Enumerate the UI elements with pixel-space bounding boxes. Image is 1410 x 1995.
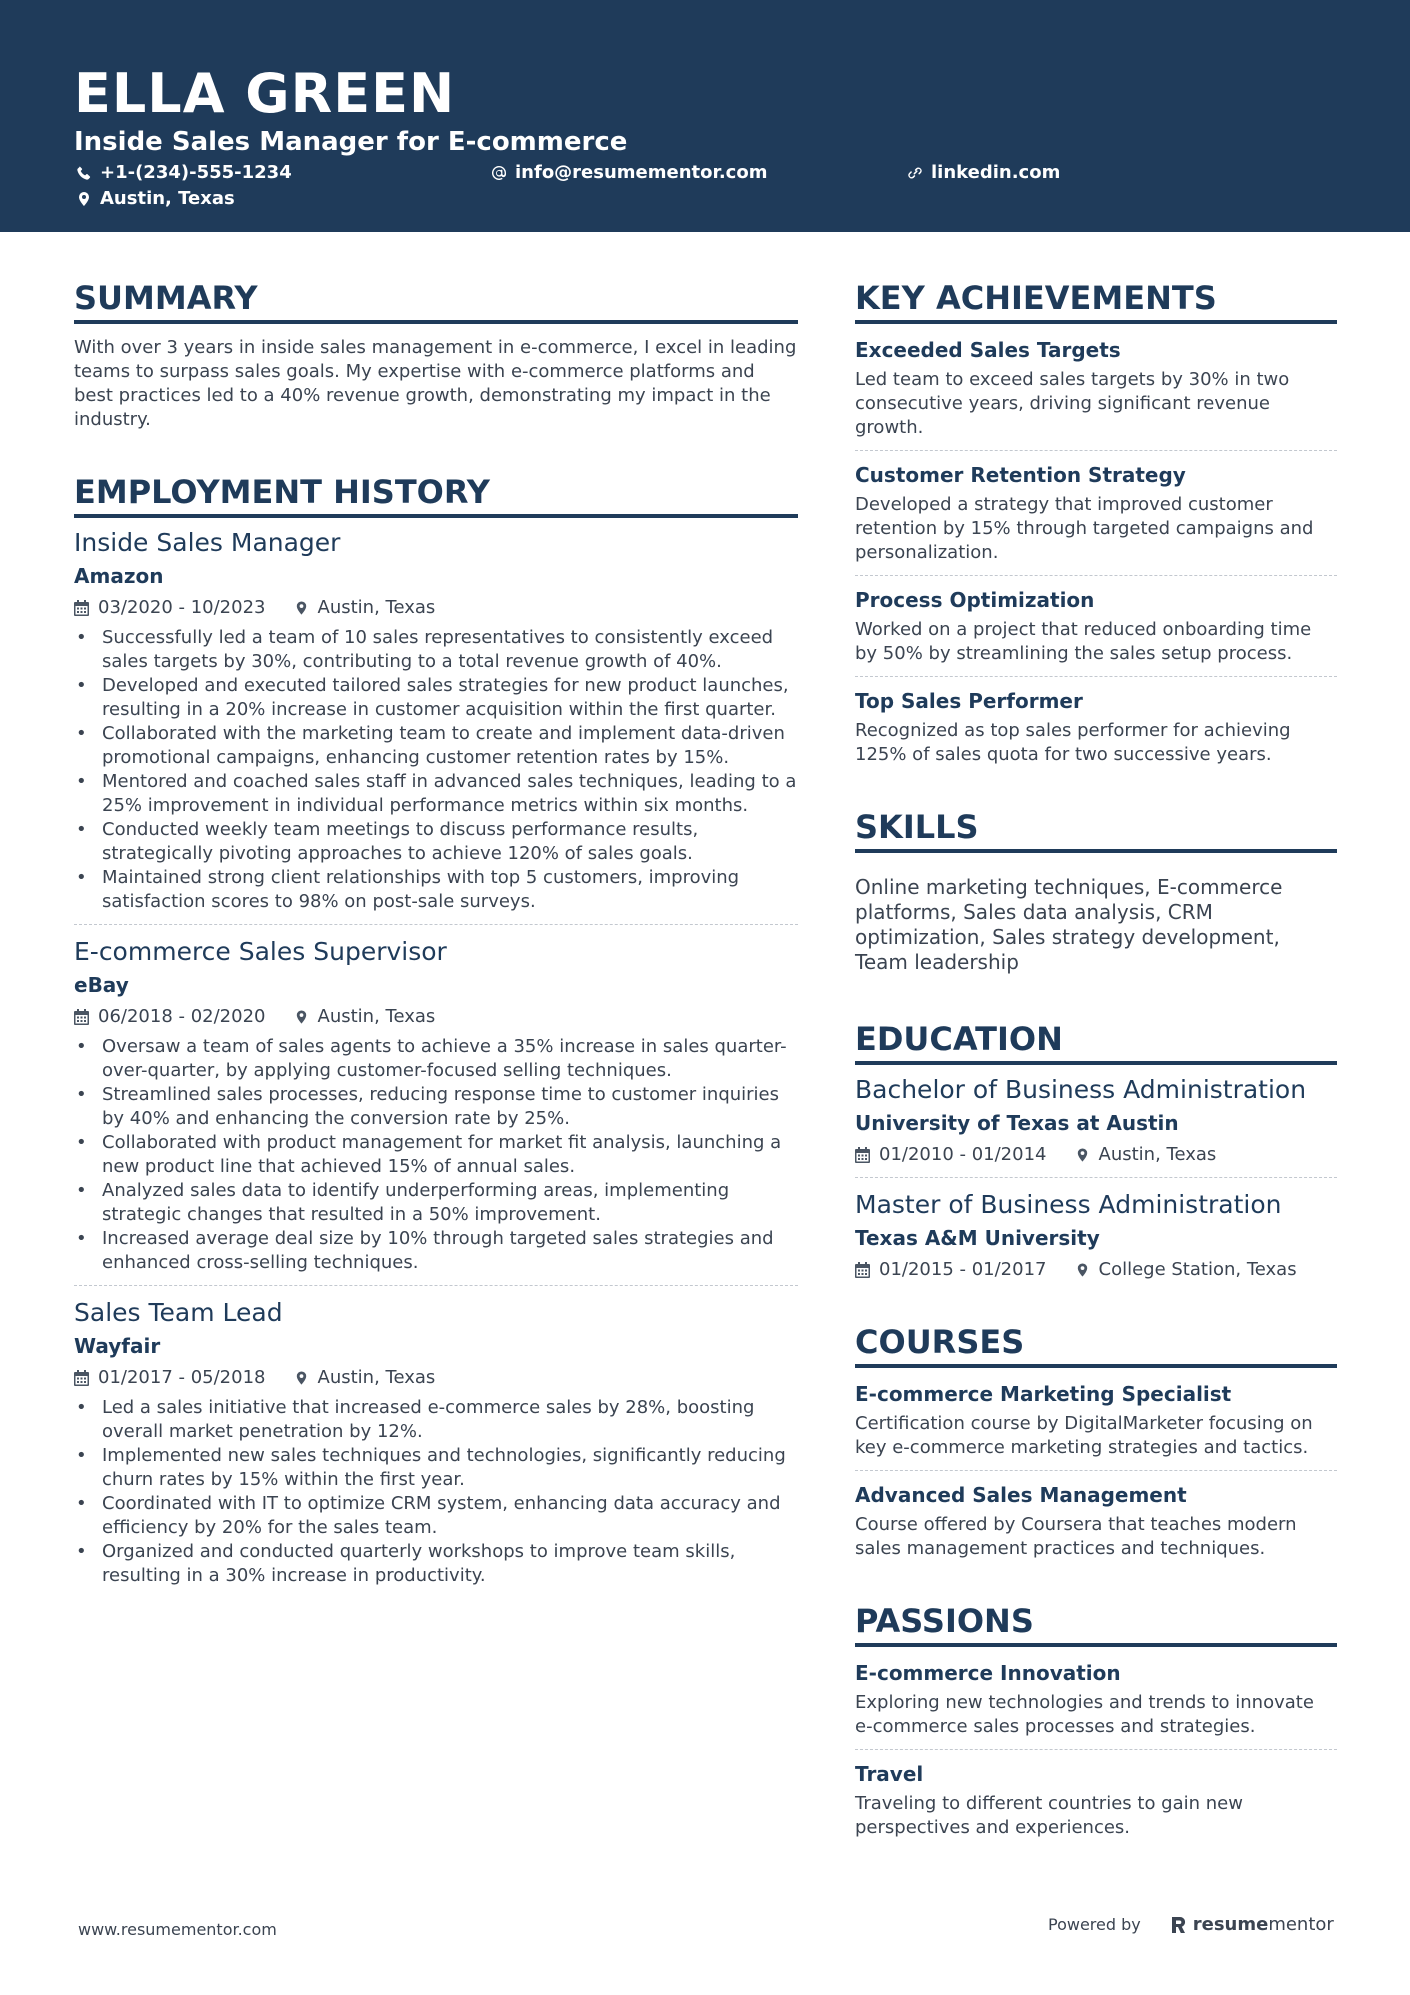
education-item xyxy=(855,1188,1337,1282)
divider xyxy=(855,575,1337,576)
education-item xyxy=(855,1073,1337,1167)
bullet-item: • Increased average deal size by 10% through targeted sales strategies and enhanced cross-selling techniques. xyxy=(74,1227,798,1275)
education-dates: 01/2015 - 01/2017 xyxy=(879,1259,1047,1280)
job-dates: 06/2018 - 02/2020 xyxy=(98,1006,266,1027)
brand-name-bold: resume xyxy=(1192,1914,1269,1935)
job-dates: 01/2017 - 05/2018 xyxy=(98,1367,266,1388)
location-pin-icon xyxy=(294,600,309,616)
achievement-text: Developed a strategy that improved customer retention by 15% through targeted campaigns and personalization. xyxy=(855,494,1314,563)
achievements-section xyxy=(855,278,1337,767)
achievement-item xyxy=(855,461,1337,565)
course-text: Course offered by Coursera that teaches modern sales management practices and techniques. xyxy=(855,1514,1297,1559)
job-entry xyxy=(74,935,798,1275)
education-meta xyxy=(855,1143,1337,1167)
divider xyxy=(855,450,1337,451)
summary-heading: SUMMARY xyxy=(74,278,798,324)
calendar-icon xyxy=(74,600,89,616)
education-degree: Bachelor of Business Administration xyxy=(855,1075,1307,1104)
job-title: Sales Team Lead xyxy=(74,1298,283,1327)
education-meta xyxy=(855,1258,1337,1282)
bullet-item: • Organized and conducted quarterly workshops to improve team skills, resulting in a 30% increase in productivity. xyxy=(74,1540,798,1588)
contact-location xyxy=(76,187,235,211)
passion-title: Travel xyxy=(855,1762,924,1786)
achievement-item xyxy=(855,687,1337,767)
bullet-item: • Oversaw a team of sales agents to achieve a 35% increase in sales quarter-over-quarter, by applying customer-focused selling techniques. xyxy=(74,1035,798,1083)
divider xyxy=(855,1470,1337,1471)
education-location: College Station, Texas xyxy=(1098,1259,1297,1280)
skills-text: Online marketing techniques, E-commerce platforms, Sales data analysis, CRM optimization, Sales strategy development, Team leadership xyxy=(855,875,1283,974)
job-location: Austin, Texas xyxy=(317,1006,436,1027)
job-entry xyxy=(74,1296,798,1588)
email-text[interactable]: info@resumementor.com xyxy=(515,162,768,183)
contact-email[interactable] xyxy=(491,161,767,185)
achievement-item xyxy=(855,336,1337,440)
bullet-item: • Analyzed sales data to identify underperforming areas, implementing strategic changes that resulted in a 50% improvement. xyxy=(74,1179,798,1227)
footer-powered-by xyxy=(1048,1914,1334,1936)
bullet-item: • Streamlined sales processes, reducing response time to customer inquiries by 40% and enhancing the conversion rate by 25%. xyxy=(74,1083,798,1131)
brand-name-light: mentor xyxy=(1268,1914,1334,1935)
contact-linkedin[interactable] xyxy=(907,161,1060,185)
bullet-item: • Coordinated with IT to optimize CRM system, enhancing data accuracy and efficiency by 20% for the sales team. xyxy=(74,1492,798,1540)
job-bullets xyxy=(74,1396,798,1588)
course-title: Advanced Sales Management xyxy=(855,1483,1187,1507)
job-location: Austin, Texas xyxy=(317,597,436,618)
job-bullets xyxy=(74,1035,798,1275)
summary-text: With over 3 years in inside sales management in e-commerce, I excel in leading teams to surpass sales goals. My expertise with e-commerce platforms and best practices led to a 40% revenue growth, demonstrating my impact in the industry. xyxy=(74,337,797,430)
job-location: Austin, Texas xyxy=(317,1367,436,1388)
left-column xyxy=(74,278,798,1626)
linkedin-text[interactable]: linkedin.com xyxy=(931,162,1061,183)
job-bullets xyxy=(74,626,798,914)
resumementor-logo-icon xyxy=(1171,1916,1187,1934)
brand-logo[interactable] xyxy=(1171,1914,1334,1936)
achievement-title: Exceeded Sales Targets xyxy=(855,338,1121,362)
location-pin-icon xyxy=(1075,1147,1090,1163)
bullet-item: • Collaborated with the marketing team to create and implement data-driven promotional campaigns, enhancing customer retention rates by 15%. xyxy=(74,722,798,770)
passion-text: Traveling to different countries to gain new perspectives and experiences. xyxy=(855,1793,1243,1838)
bullet-item: • Conducted weekly team meetings to discuss performance results, strategically pivoting approaches to achieve 120% of sales goals. xyxy=(74,818,798,866)
passions-heading: PASSIONS xyxy=(855,1601,1337,1647)
achievement-title: Customer Retention Strategy xyxy=(855,463,1186,487)
education-location: Austin, Texas xyxy=(1098,1144,1217,1165)
skills-section xyxy=(855,807,1337,975)
bullet-item: • Mentored and coached sales staff in advanced sales techniques, leading to a 25% improvement in individual performance metrics within six months. xyxy=(74,770,798,818)
divider xyxy=(74,1285,798,1286)
phone-text: +1-(234)-555-1234 xyxy=(100,162,292,183)
passion-item xyxy=(855,1760,1337,1840)
job-meta xyxy=(74,596,798,620)
achievement-text: Worked on a project that reduced onboarding time by 50% by streamlining the sales setup process. xyxy=(855,619,1312,664)
job-meta xyxy=(74,1366,798,1390)
bullet-item: • Collaborated with product management for market fit analysis, launching a new product line that achieved 15% of annual sales. xyxy=(74,1131,798,1179)
at-icon xyxy=(491,165,507,181)
job-company: eBay xyxy=(74,973,129,997)
achievements-heading: KEY ACHIEVEMENTS xyxy=(855,278,1337,324)
divider xyxy=(74,924,798,925)
location-pin-icon xyxy=(294,1009,309,1025)
achievement-text: Recognized as top sales performer for achieving 125% of sales quota for two successive years. xyxy=(855,720,1291,765)
job-title: E-commerce Sales Supervisor xyxy=(74,937,447,966)
course-item xyxy=(855,1380,1337,1460)
education-degree: Master of Business Administration xyxy=(855,1190,1282,1219)
link-icon xyxy=(907,165,923,181)
job-title: Inside Sales Manager xyxy=(74,528,341,557)
calendar-icon xyxy=(74,1370,89,1386)
calendar-icon xyxy=(855,1147,870,1163)
education-dates: 01/2010 - 01/2014 xyxy=(879,1144,1047,1165)
courses-section xyxy=(855,1322,1337,1561)
divider xyxy=(855,676,1337,677)
divider xyxy=(855,1749,1337,1750)
location-pin-icon xyxy=(76,191,92,207)
footer-website[interactable]: www.resumementor.com xyxy=(78,1920,277,1939)
job-company: Wayfair xyxy=(74,1334,161,1358)
bullet-item: • Maintained strong client relationships with top 5 customers, improving satisfaction scores to 98% on post-sale surveys. xyxy=(74,866,798,914)
achievement-text: Led team to exceed sales targets by 30% in two consecutive years, driving significant revenue growth. xyxy=(855,369,1290,438)
location-pin-icon xyxy=(294,1370,309,1386)
course-text: Certification course by DigitalMarketer focusing on key e-commerce marketing strategies and tactics. xyxy=(855,1413,1313,1458)
summary-section xyxy=(74,278,798,432)
education-school: Texas A&M University xyxy=(855,1226,1100,1250)
powered-by-label: Powered by xyxy=(1048,1915,1141,1934)
contact-phone xyxy=(76,161,292,185)
education-school: University of Texas at Austin xyxy=(855,1111,1179,1135)
calendar-icon xyxy=(855,1262,870,1278)
bullet-item: • Led a sales initiative that increased e-commerce sales by 28%, boosting overall market penetration by 12%. xyxy=(74,1396,798,1444)
divider xyxy=(855,1177,1337,1178)
job-company: Amazon xyxy=(74,564,164,588)
employment-heading: EMPLOYMENT HISTORY xyxy=(74,472,798,518)
education-section xyxy=(855,1019,1337,1282)
passion-text: Exploring new technologies and trends to innovate e-commerce sales processes and strategies. xyxy=(855,1692,1314,1737)
calendar-icon xyxy=(74,1009,89,1025)
job-dates: 03/2020 - 10/2023 xyxy=(98,597,266,618)
skills-heading: SKILLS xyxy=(855,807,1337,853)
phone-icon xyxy=(76,165,92,181)
location-pin-icon xyxy=(1075,1262,1090,1278)
course-item xyxy=(855,1481,1337,1561)
job-meta xyxy=(74,1005,798,1029)
right-column xyxy=(855,278,1337,1878)
candidate-name: ELLA GREEN xyxy=(74,62,456,125)
bullet-item: • Successfully led a team of 10 sales representatives to consistently exceed sales targets by 30%, contributing to a total revenue growth of 40%. xyxy=(74,626,798,674)
resume-header xyxy=(0,0,1410,232)
location-text: Austin, Texas xyxy=(100,188,235,209)
achievement-title: Top Sales Performer xyxy=(855,689,1083,713)
passion-title: E-commerce Innovation xyxy=(855,1661,1121,1685)
achievement-item xyxy=(855,586,1337,666)
course-title: E-commerce Marketing Specialist xyxy=(855,1382,1232,1406)
passions-section xyxy=(855,1601,1337,1840)
achievement-title: Process Optimization xyxy=(855,588,1095,612)
passion-item xyxy=(855,1659,1337,1739)
bullet-item: • Implemented new sales techniques and technologies, significantly reducing churn rates by 15% within the first year. xyxy=(74,1444,798,1492)
employment-section xyxy=(74,472,798,1588)
education-heading: EDUCATION xyxy=(855,1019,1337,1065)
job-entry xyxy=(74,526,798,914)
bullet-item: • Developed and executed tailored sales strategies for new product launches, resulting in a 20% increase in customer acquisition within the first quarter. xyxy=(74,674,798,722)
candidate-role: Inside Sales Manager for E-commerce xyxy=(74,127,628,157)
courses-heading: COURSES xyxy=(855,1322,1337,1368)
